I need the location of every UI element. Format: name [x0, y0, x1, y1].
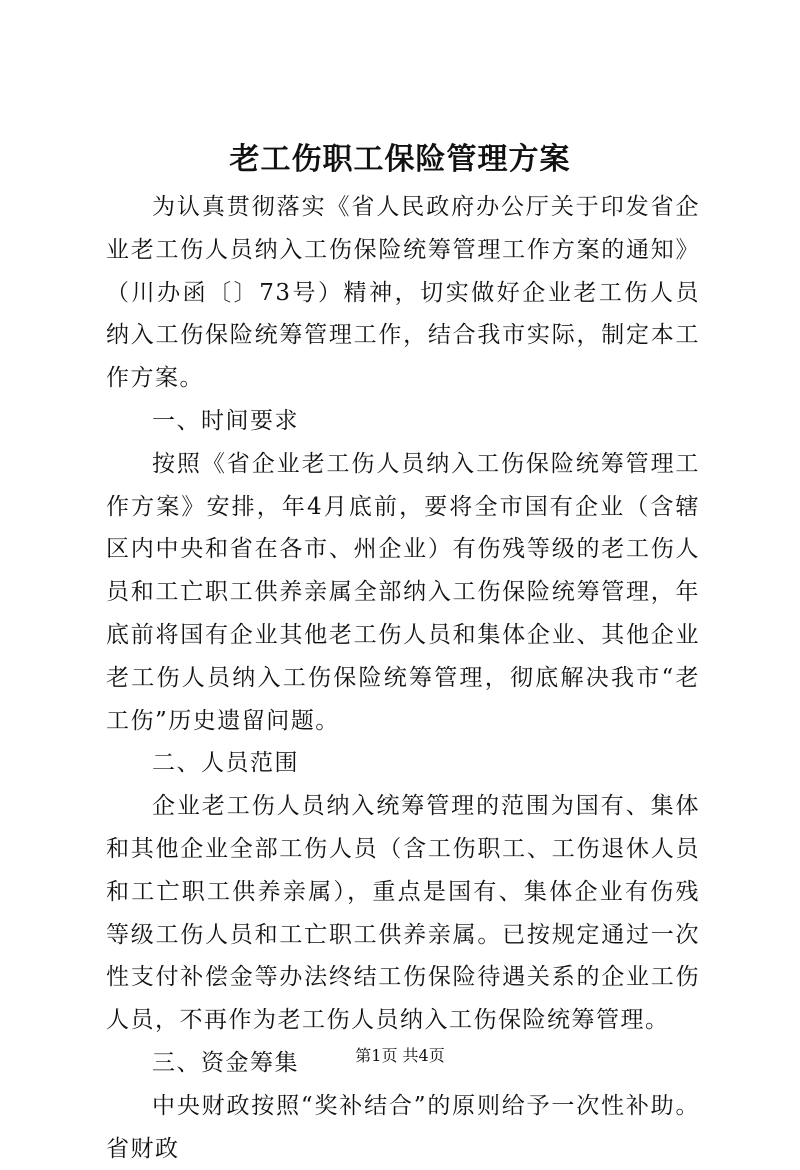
document-body [106, 186, 700, 1170]
page-number-footer: 第1页 共4页 [355, 1046, 445, 1065]
paragraph-funding: 中央财政按照“奖补结合”的原则给予一次性补助。省财政 [106, 1092, 700, 1162]
section-heading-time-requirements: 一、时间要求 [152, 407, 299, 434]
document-title: 老工伤职工保险管理方案 [229, 142, 571, 177]
section-heading-funding: 三、资金筹集 [152, 1049, 299, 1076]
paragraph-personnel-scope: 企业老工伤人员纳入统筹管理的范围为国有、集体和其他企业全部工伤人员（含工伤职工、工伤退休人员和工亡职工供养亲属），重点是国有、集体企业有伤残等级工伤人员和工亡职工供养亲属。已按规定通过一次性支付补偿金等办法终结工伤保险待遇关系的企业工伤人员，不再作为老工伤人员纳入工伤保险统筹管理。 [106, 793, 700, 1034]
paragraph-intro: 为认真贯彻落实《省人民政府办公厅关于印发省企业老工伤人员纳入工伤保险统筹管理工作方案的通知》（川办函〔〕73号）精神，切实做好企业老工伤人员纳入工伤保险统筹管理工作，结合我市实际，制定本工作方案。 [106, 194, 700, 392]
paragraph-time-requirements: 按照《省企业老工伤人员纳入工伤保险统筹管理工作方案》安排，年4月底前，要将全市国有企业（含辖区内中央和省在各市、州企业）有伤残等级的老工伤人员和工亡职工供养亲属全部纳入工伤保险统筹管理，年底前将国有企业其他老工伤人员和集体企业、其他企业老工伤人员纳入工伤保险统筹管理，彻底解决我市“老工伤”历史遗留问题。 [106, 450, 700, 734]
section-heading-personnel-scope: 二、人员范围 [152, 750, 299, 777]
